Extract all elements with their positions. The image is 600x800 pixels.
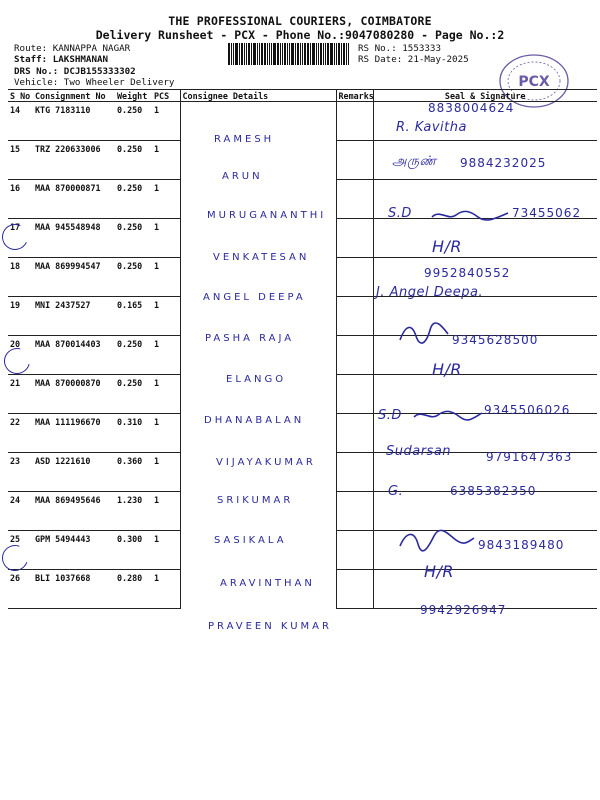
staff-info: Staff: LAKSHMANAN bbox=[14, 54, 109, 65]
row-sno: 15 bbox=[8, 141, 33, 180]
hand-signature: R. Kavitha bbox=[396, 120, 467, 135]
col-consignee: Consignee Details bbox=[180, 90, 336, 102]
hand-name: VENKATESAN bbox=[213, 252, 310, 263]
signature-scribble bbox=[398, 528, 476, 552]
col-consignment: Consignment No bbox=[33, 90, 115, 102]
row-remarks bbox=[336, 375, 373, 414]
row-pcs: 1 bbox=[152, 180, 180, 219]
row-sno: 19 bbox=[8, 297, 33, 336]
col-remarks: Remarks bbox=[336, 90, 373, 102]
signature-scribble bbox=[430, 207, 510, 223]
hand-signature: S.D bbox=[378, 408, 402, 423]
row-sno: 25 bbox=[8, 531, 33, 570]
row-sno: 24 bbox=[8, 492, 33, 531]
row-pcs: 1 bbox=[152, 570, 180, 609]
hand-phone: 73455062 bbox=[512, 206, 582, 220]
row-pcs: 1 bbox=[152, 453, 180, 492]
row-consignment-no: KTG 7183110 bbox=[33, 102, 115, 141]
row-signature bbox=[373, 219, 597, 258]
row-remarks bbox=[336, 453, 373, 492]
col-signature: Seal & Signature bbox=[373, 90, 597, 102]
hand-signature: H/R bbox=[432, 237, 463, 256]
col-sno: S No bbox=[8, 90, 33, 102]
row-weight: 0.250 bbox=[115, 375, 152, 414]
row-pcs: 1 bbox=[152, 219, 180, 258]
row-remarks bbox=[336, 492, 373, 531]
row-weight: 0.300 bbox=[115, 531, 152, 570]
row-sno: 22 bbox=[8, 414, 33, 453]
row-remarks bbox=[336, 258, 373, 297]
hand-name: DHANABALAN bbox=[204, 415, 305, 426]
row-pcs: 1 bbox=[152, 531, 180, 570]
row-weight: 0.165 bbox=[115, 297, 152, 336]
rs-date-info: RS Date: 21-May-2025 bbox=[358, 54, 469, 65]
signature-scribble bbox=[398, 322, 450, 346]
row-consignment-no: MAA 870000871 bbox=[33, 180, 115, 219]
hand-phone: 6385382350 bbox=[450, 484, 537, 498]
hand-name: ELANGO bbox=[226, 374, 287, 385]
row-consignment-no: TRZ 220633006 bbox=[33, 141, 115, 180]
row-consignment-no: MNI 2437527 bbox=[33, 297, 115, 336]
hand-phone: 9345628500 bbox=[452, 333, 539, 347]
row-remarks bbox=[336, 570, 373, 609]
hand-name: SRIKUMAR bbox=[217, 495, 294, 506]
row-remarks bbox=[336, 336, 373, 375]
runsheet-subtitle: Delivery Runsheet - PCX - Phone No.:9047080280 - Page No.:2 bbox=[95, 28, 505, 42]
row-weight: 0.250 bbox=[115, 219, 152, 258]
drs-info: DRS No.: DCJB155333302 bbox=[14, 66, 136, 77]
row-remarks bbox=[336, 414, 373, 453]
table-row bbox=[8, 570, 597, 609]
row-consignee-details bbox=[180, 570, 336, 609]
hand-phone: 9952840552 bbox=[424, 266, 511, 280]
row-remarks bbox=[336, 297, 373, 336]
row-pcs: 1 bbox=[152, 336, 180, 375]
row-weight: 0.250 bbox=[115, 141, 152, 180]
stamp-text: PCX bbox=[518, 74, 550, 90]
route-info: Route: KANNAPPA NAGAR bbox=[14, 43, 131, 54]
row-consignee-details bbox=[180, 258, 336, 297]
hand-name: ARUN bbox=[222, 171, 263, 182]
row-consignment-no: MAA 111196670 bbox=[33, 414, 115, 453]
row-consignment-no: BLI 1037668 bbox=[33, 570, 115, 609]
row-weight: 0.250 bbox=[115, 102, 152, 141]
hand-signature: J. Angel Deepa. bbox=[376, 285, 484, 300]
hand-phone: 9884232025 bbox=[460, 156, 547, 170]
vehicle-info: Vehicle: Two Wheeler Delivery bbox=[14, 77, 175, 88]
row-sno: 26 bbox=[8, 570, 33, 609]
hand-phone: 9843189480 bbox=[478, 538, 565, 552]
row-pcs: 1 bbox=[152, 102, 180, 141]
row-consignment-no: GPM 5494443 bbox=[33, 531, 115, 570]
row-remarks bbox=[336, 102, 373, 141]
hand-name: MURUGANANTHI bbox=[207, 210, 327, 221]
row-remarks bbox=[336, 141, 373, 180]
runsheet-title: THE PROFESSIONAL COURIERS, COIMBATORE bbox=[168, 14, 432, 28]
row-weight: 0.360 bbox=[115, 453, 152, 492]
signature-scribble bbox=[412, 407, 484, 423]
hand-phone: 9942926947 bbox=[420, 603, 507, 617]
row-sno: 20 bbox=[8, 336, 33, 375]
row-weight: 0.310 bbox=[115, 414, 152, 453]
row-consignment-no: MAA 945548948 bbox=[33, 219, 115, 258]
hand-name: ARAVINTHAN bbox=[220, 578, 315, 589]
row-sno: 23 bbox=[8, 453, 33, 492]
hand-name: PRAVEEN KUMAR bbox=[208, 621, 332, 632]
hand-name: SASIKALA bbox=[214, 535, 287, 546]
rs-no-info: RS No.: 1553333 bbox=[358, 43, 441, 54]
hand-phone: 9791647363 bbox=[486, 450, 573, 464]
col-pcs: PCS bbox=[152, 90, 180, 102]
hand-phone: 8838004624 bbox=[428, 101, 515, 115]
row-sno: 17 bbox=[8, 219, 33, 258]
hand-signature: G. bbox=[388, 484, 404, 499]
col-weight: Weight bbox=[115, 90, 152, 102]
row-remarks bbox=[336, 531, 373, 570]
hand-signature: H/R bbox=[424, 562, 455, 581]
hand-name: PASHA RAJA bbox=[205, 333, 295, 344]
hand-signature: அருண் bbox=[392, 154, 437, 169]
hand-name: VIJAYAKUMAR bbox=[216, 457, 316, 468]
hand-signature: H/R bbox=[432, 360, 463, 379]
row-pcs: 1 bbox=[152, 297, 180, 336]
hand-name: ANGEL DEEPA bbox=[203, 292, 306, 303]
row-consignment-no: ASD 1221610 bbox=[33, 453, 115, 492]
row-sno: 16 bbox=[8, 180, 33, 219]
row-weight: 0.250 bbox=[115, 336, 152, 375]
row-consignment-no: MAA 869994547 bbox=[33, 258, 115, 297]
row-weight: 0.250 bbox=[115, 258, 152, 297]
row-sno: 14 bbox=[8, 102, 33, 141]
hand-name: RAMESH bbox=[214, 134, 275, 145]
row-sno: 21 bbox=[8, 375, 33, 414]
row-pcs: 1 bbox=[152, 258, 180, 297]
barcode bbox=[228, 43, 352, 65]
row-weight: 1.230 bbox=[115, 492, 152, 531]
row-consignment-no: MAA 870014403 bbox=[33, 336, 115, 375]
row-sno: 18 bbox=[8, 258, 33, 297]
row-consignment-no: MAA 870000870 bbox=[33, 375, 115, 414]
row-remarks bbox=[336, 180, 373, 219]
hand-signature: S.D bbox=[388, 206, 412, 221]
row-remarks bbox=[336, 219, 373, 258]
row-weight: 0.250 bbox=[115, 180, 152, 219]
table-header-row bbox=[8, 90, 597, 102]
row-pcs: 1 bbox=[152, 375, 180, 414]
hand-phone: 9345506026 bbox=[484, 403, 571, 417]
row-pcs: 1 bbox=[152, 141, 180, 180]
row-pcs: 1 bbox=[152, 492, 180, 531]
row-pcs: 1 bbox=[152, 414, 180, 453]
row-weight: 0.280 bbox=[115, 570, 152, 609]
row-consignment-no: MAA 869495646 bbox=[33, 492, 115, 531]
hand-signature: Sudarsan bbox=[386, 444, 452, 459]
